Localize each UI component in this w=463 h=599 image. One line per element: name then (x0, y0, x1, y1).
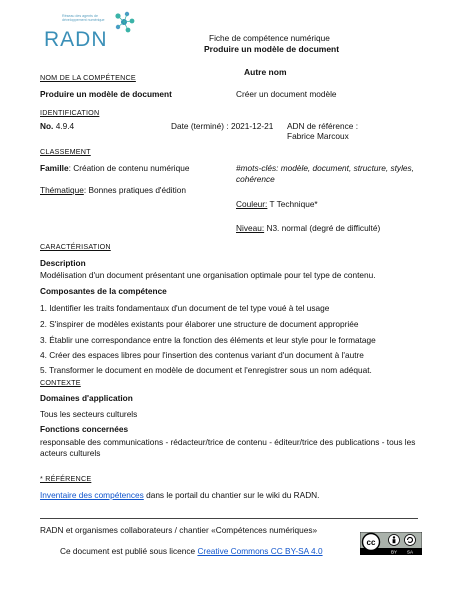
thematique-value: : Bonnes pratiques d'édition (83, 185, 186, 195)
no-label: No. (40, 121, 54, 131)
domaines-heading: Domaines d'application (40, 393, 133, 403)
composante-item: 4. Créer des espaces libres pour l'insertion des contenus variant d'un document à l'autre (40, 350, 364, 360)
section-caracterisation: CARACTÉRISATION (40, 242, 111, 251)
thematique-label: Thématique (40, 185, 84, 195)
molecule-dots-icon (112, 10, 136, 34)
license-prefix: Ce document est publié sous licence (60, 546, 198, 556)
svg-text:SA: SA (406, 549, 414, 555)
fonctions-heading: Fonctions concernées (40, 424, 129, 434)
reference-line (40, 490, 319, 500)
famille-label: Famille (40, 163, 69, 173)
composante-item: 2. S'inspirer de modèles existants pour élaborer une structure de document appropriée (40, 319, 359, 329)
license-line (60, 546, 323, 556)
no-value: 4.9.4 (55, 121, 75, 131)
radn-logo (36, 8, 136, 51)
svg-text:cc: cc (366, 538, 376, 547)
autre-nom-value: Créer un document modèle (236, 89, 337, 99)
composante-item: 1. Identifier les traits fondamentaux d'un document de tel type voué à tel usage (40, 303, 330, 313)
mots-cles: #mots-clés: modèle, document, structure, styles, cohérence (236, 163, 414, 184)
nom-value: Produire un modèle de document (40, 89, 172, 99)
date-label: Date (terminé) : (171, 121, 229, 131)
niveau-label: Niveau: (236, 223, 265, 233)
description-heading: Description (40, 258, 86, 268)
section-contexte: CONTEXTE (40, 378, 81, 387)
domaines-text: Tous les secteurs culturels (40, 409, 138, 419)
composante-item: 5. Transformer le document en modèle de document et l'enregistrer sous un nom adéquat. (40, 365, 372, 375)
couleur-label: Couleur: (236, 199, 268, 209)
reference-rest: dans le portail du chantier sur le wiki du RADN. (143, 490, 320, 500)
famille-field (40, 163, 189, 173)
section-nom: NOM DE LA COMPÉTENCE (40, 73, 136, 82)
section-reference (40, 474, 91, 483)
autre-nom-heading: Autre nom (244, 67, 287, 77)
logo-text: RADN (44, 28, 108, 51)
date-value: 2021-12-21 (230, 121, 274, 131)
inventaire-link[interactable]: Inventaire des compétences (40, 490, 144, 500)
niveau-value: N3. normal (degré de difficulté) (266, 223, 381, 233)
no-field (40, 121, 74, 131)
composantes-heading: Composantes de la compétence (40, 286, 167, 296)
logo-tagline: Réseau des agents de développement numérique (62, 14, 105, 22)
section-classement: CLASSEMENT (40, 147, 91, 156)
thematique-field (40, 185, 186, 195)
footer-divider (40, 518, 418, 519)
couleur-value: T Technique* (269, 199, 318, 209)
doc-subtitle: Fiche de compétence numérique (209, 33, 330, 43)
reference-heading: * RÉFÉRENCE (40, 474, 92, 483)
date-field (171, 121, 273, 131)
footer-line: RADN et organismes collaborateurs / chantier «Compétences numériques» (40, 525, 318, 535)
description-text: Modélisation d'un document présentant une organisation optimale pour tel type de contenu. (40, 270, 376, 280)
doc-title: Produire un modèle de document (204, 44, 340, 54)
license-link[interactable]: Creative Commons CC BY-SA 4.0 (197, 546, 323, 556)
adn-label: ADN de référence : (287, 121, 359, 131)
composante-item: 3. Établir une correspondance entre la fonction des éléments et leur style pour le formatage (40, 335, 376, 345)
couleur-field (236, 199, 318, 209)
fonctions-text: responsable des communications - rédacteur/trice de contenu - éditeur/trice des publications - tous les acteurs culturels (40, 437, 416, 458)
section-identification: IDENTIFICATION (40, 108, 100, 117)
adn-value: Fabrice Marcoux (287, 131, 349, 141)
famille-value: : Création de contenu numérique (68, 163, 190, 173)
cc-by-sa-badge-icon (360, 532, 422, 555)
niveau-field (236, 223, 380, 233)
svg-text:BY: BY (390, 549, 398, 555)
